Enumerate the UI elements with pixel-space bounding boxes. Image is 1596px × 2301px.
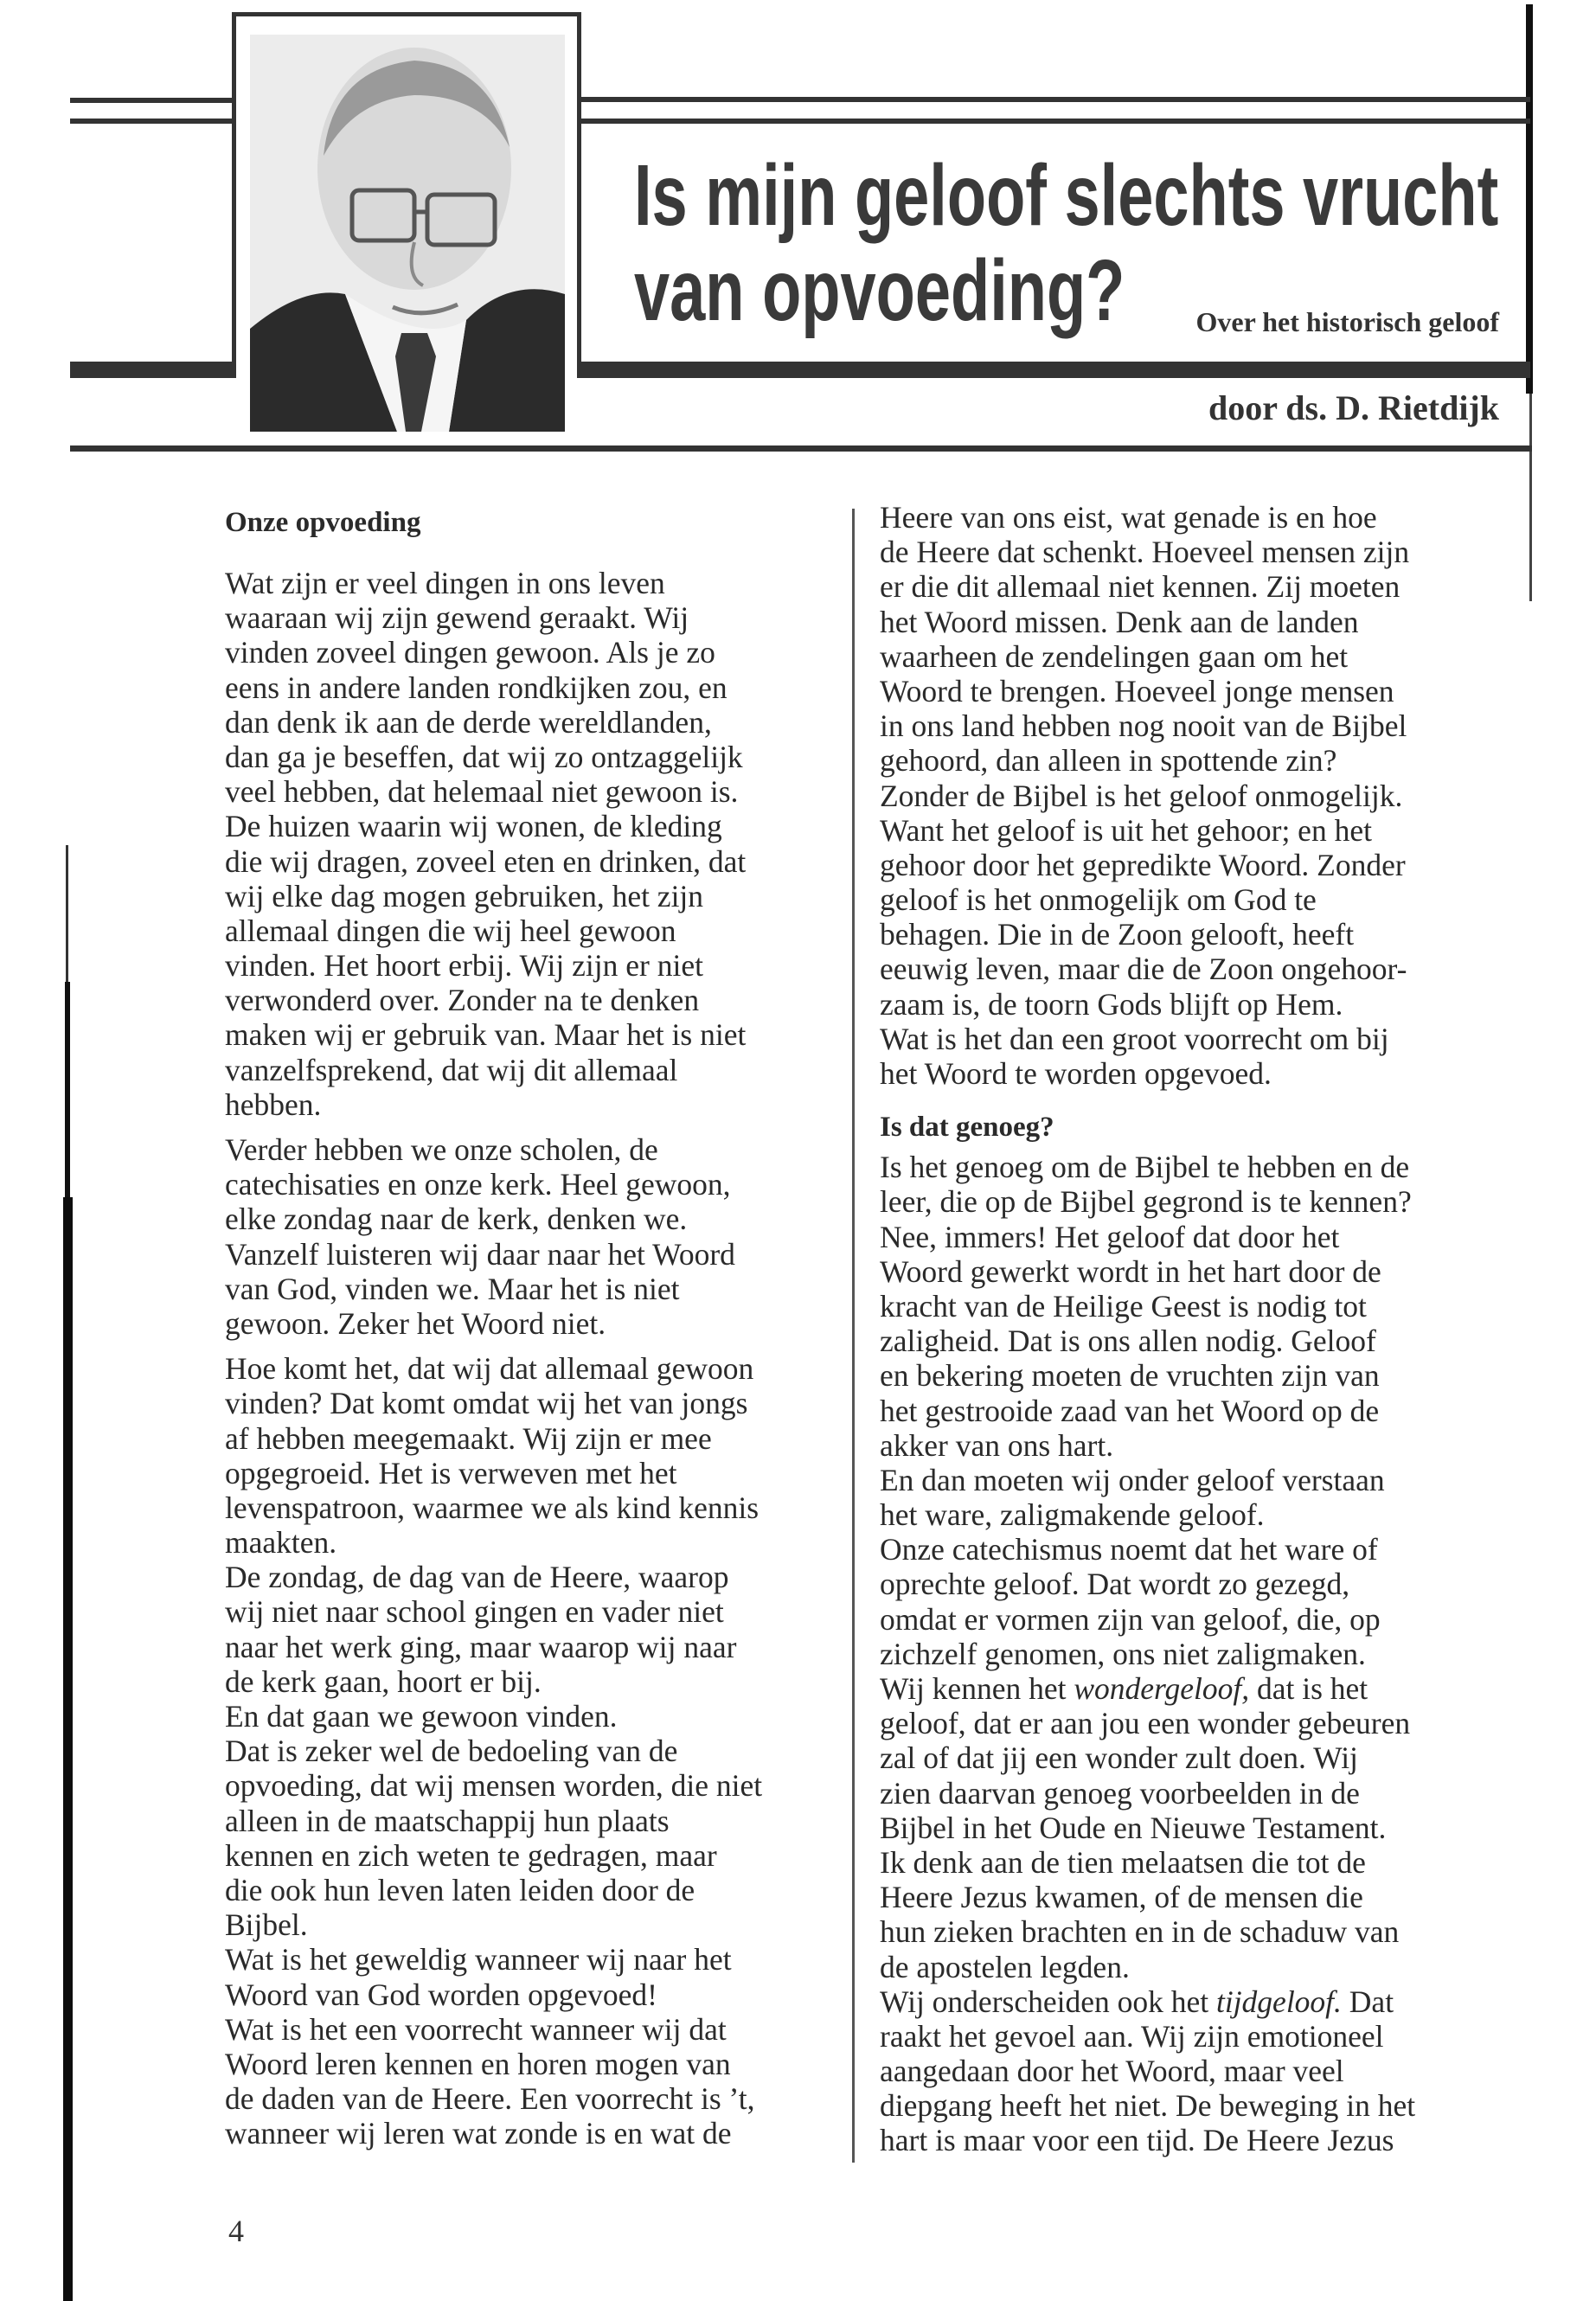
scan-edge-right — [1526, 4, 1533, 394]
text-line: Woord te brengen. Hoeveel jonge mensen — [880, 673, 1394, 708]
text-line: Verder hebben we onze scholen, de — [225, 1132, 658, 1167]
text-line: dan ga je beseffen, dat wij zo ontzaggelijk — [225, 739, 743, 774]
text-line: het gestrooide zaad van het Woord op de — [880, 1393, 1380, 1428]
text-line: zaligheid. Dat is ons allen nodig. Geloof — [880, 1324, 1376, 1359]
rule-top-right — [577, 97, 1530, 102]
text-line: veel hebben, dat helemaal niet gewoon is. — [225, 774, 739, 810]
text-line: waarheen de zendelingen gaan om het — [880, 638, 1349, 674]
text-line: maken wij er gebruik van. Maar het is niet — [225, 1017, 747, 1053]
text-line: opvoeding, dat wij mensen worden, die niet — [225, 1768, 763, 1804]
spacer — [225, 540, 830, 566]
text-line: en bekering moeten de vruchten zijn van — [880, 1358, 1380, 1394]
spacer — [880, 1091, 1520, 1110]
text-line: de kerk gaan, hoort er bij. — [225, 1663, 542, 1699]
text-line: het Woord missen. Denk aan de landen — [880, 604, 1359, 639]
text-line: wij niet naar school gingen en vader niet — [225, 1594, 724, 1630]
text-line: wanneer wij leren wat zonde is en wat de — [225, 2116, 732, 2151]
rule-second-right — [577, 119, 1530, 124]
article-title-line-1: Is mijn geloof slechts vrucht — [634, 147, 1499, 244]
text-line: Want het geloof is uit het gehoor; en het — [880, 812, 1372, 848]
rule-thick-left — [70, 362, 236, 378]
rule-bottom — [70, 445, 1532, 452]
text-line: De huizen waarin wij wonen, de kleding — [225, 809, 722, 844]
text-line: leer, die op de Bijbel gegrond is te kennen? — [880, 1184, 1412, 1220]
text-line: Wat is het dan een groot voorrecht om bij — [880, 1021, 1389, 1056]
text-line: akker van ons hart. — [880, 1427, 1114, 1463]
photo-frame-right — [577, 12, 581, 378]
text-line: omdat er vormen zijn van geloof, die, op — [880, 1601, 1381, 1637]
text-line: Woord van God worden opgevoed! — [225, 1977, 657, 2012]
text-line: Woord gewerkt wordt in het hart door de — [880, 1253, 1381, 1289]
section-heading-onze-opvoeding: Onze opvoeding — [225, 507, 421, 538]
author-portrait — [250, 35, 565, 432]
text-line: hart is maar voor een tijd. De Heere Jezus — [880, 2123, 1394, 2158]
page-number: 4 — [228, 2214, 244, 2248]
text-line: hun zieken brachten en in de schaduw van — [880, 1914, 1400, 1950]
text-line: zaam is, de toorn Gods blijft op Hem. — [880, 986, 1343, 1022]
text-line: Heere van ons eist, wat genade is en hoe — [880, 500, 1377, 535]
photo-frame-top — [232, 12, 581, 16]
text-line: er die dit allemaal niet kennen. Zij moeten — [880, 569, 1401, 605]
text-line: Dat is zeker wel de bedoeling van de — [225, 1734, 678, 1769]
text-line: vinden. Het hoort erbij. Wij zijn er niet — [225, 948, 703, 984]
text-line: maakten. — [225, 1525, 337, 1561]
text-line: gehoor door het gepredikte Woord. Zonder — [880, 847, 1406, 882]
text-line: waaraan wij zijn gewend geraakt. Wij — [225, 600, 689, 636]
text-line: Woord leren kennen en horen mogen van — [225, 2046, 731, 2081]
text-line: levenspatroon, waarmee we als kind kennis — [225, 1490, 760, 1525]
paragraph-genoeg — [880, 1150, 1520, 2157]
text-line: vinden? Dat komt omdat wij het van jongs — [225, 1386, 748, 1421]
text-line: raakt het gevoel aan. Wij zijn emotioneel — [880, 2018, 1384, 2054]
text-line: Onze catechismus noemt dat het ware of — [880, 1532, 1378, 1567]
text-line: het ware, zaligmakende geloof. — [880, 1497, 1265, 1533]
text-line: De zondag, de dag van de Heere, waarop — [225, 1560, 729, 1595]
rule-thick-right — [577, 362, 1530, 378]
text-run: Dat — [1341, 1984, 1394, 2019]
article-subtitle: Over het historisch geloof — [1195, 306, 1499, 337]
paragraph-1 — [225, 566, 830, 1122]
paragraph-3 — [225, 1351, 830, 2150]
text-line: de daden van de Heere. Een voorrecht is ’t, — [225, 2081, 755, 2117]
right-column — [880, 500, 1520, 2158]
spacer — [225, 1341, 830, 1351]
text-line-wondergeloof — [880, 1671, 1520, 1706]
left-column — [225, 505, 830, 2150]
text-line: hebben. — [225, 1086, 322, 1122]
text-line: verwonderd over. Zonder na te denken — [225, 983, 700, 1018]
emphasis-wondergeloof: wondergeloof, — [1074, 1671, 1250, 1706]
scan-edge-right-thin — [1529, 394, 1532, 601]
text-line: in ons land hebben nog nooit van de Bijbel — [880, 708, 1407, 744]
text-line: eeuwig leven, maar die de Zoon ongehoor- — [880, 952, 1407, 987]
text-line: Vanzelf luisteren wij daar naar het Woord — [225, 1236, 735, 1272]
text-run: Wij kennen het — [880, 1671, 1074, 1706]
text-line: diepgang heeft het niet. De beweging in het — [880, 2088, 1416, 2124]
spacer — [225, 1122, 830, 1132]
text-line: die ook hun leven laten leiden door de — [225, 1872, 695, 1907]
article-title-line-2: van opvoeding? — [634, 242, 1125, 339]
text-line: Nee, immers! Het geloof dat door het — [880, 1219, 1340, 1254]
text-line: opgegroeid. Het is verweven met het — [225, 1455, 677, 1490]
text-line: Wat is het geweldig wanneer wij naar het — [225, 1942, 732, 1977]
text-line: die wij dragen, zoveel eten en drinken, dat — [225, 843, 747, 879]
emphasis-tijdgeloof: tijdgeloof. — [1215, 1984, 1342, 2019]
text-line: zien daarvan genoeg voorbeelden in de — [880, 1775, 1360, 1811]
text-line: En dan moeten wij onder geloof verstaan — [880, 1462, 1385, 1497]
rule-second-left — [70, 119, 236, 124]
text-line: van God, vinden we. Maar het is niet — [225, 1271, 680, 1306]
text-line: geloof is het onmogelijk om God te — [880, 882, 1317, 918]
text-line: zichzelf genomen, ons niet zaligmaken. — [880, 1636, 1366, 1671]
text-line: Hoe komt het, dat wij dat allemaal gewoon — [225, 1351, 754, 1387]
text-line: het Woord te worden opgevoed. — [880, 1056, 1272, 1091]
text-line: gehoord, dan alleen in spottende zin? — [880, 743, 1337, 779]
paragraph-continued — [880, 500, 1520, 1091]
scan-edge-left — [63, 1197, 73, 2301]
text-line: kracht van de Heilige Geest is nodig tot — [880, 1288, 1367, 1324]
text-line: de apostelen legden. — [880, 1949, 1130, 1984]
text-line: Wat zijn er veel dingen in ons leven — [225, 566, 665, 600]
column-divider — [852, 509, 855, 2163]
text-line: af hebben meegemaakt. Wij zijn er mee — [225, 1420, 712, 1456]
paragraph-2 — [225, 1132, 830, 1341]
author-byline: door ds. D. Rietdijk — [1208, 388, 1499, 427]
text-line: Wat is het een voorrecht wanneer wij dat — [225, 2011, 727, 2047]
text-line: Ik denk aan de tien melaatsen die tot de — [880, 1844, 1366, 1880]
text-line: kennen en zich weten te gedragen, maar — [225, 1837, 717, 1873]
text-line: wij elke dag mogen gebruiken, het zijn — [225, 878, 704, 913]
text-line: Bijbel. — [225, 1907, 308, 1943]
text-line: de Heere dat schenkt. Hoeveel mensen zijn — [880, 535, 1410, 570]
rule-top-left — [70, 98, 236, 103]
text-line: elke zondag naar de kerk, denken we. — [225, 1202, 688, 1237]
portrait-illustration-icon — [250, 35, 565, 432]
text-line: zal of dat jij een wonder zult doen. Wij — [880, 1740, 1358, 1776]
photo-frame-left — [232, 12, 236, 378]
text-line: Heere Jezus kwamen, of de mensen die — [880, 1880, 1363, 1915]
text-line: En dat gaan we gewoon vinden. — [225, 1699, 618, 1734]
text-line: Zonder de Bijbel is het geloof onmogelijk. — [880, 778, 1403, 813]
text-line: behagen. Die in de Zoon gelooft, heeft — [880, 917, 1355, 952]
text-line: allemaal dingen die wij heel gewoon — [225, 913, 676, 948]
text-line: aangedaan door het Woord, maar veel — [880, 2054, 1344, 2089]
text-line: oprechte geloof. Dat wordt zo gezegd, — [880, 1567, 1350, 1602]
text-line: vinden zoveel dingen gewoon. Als je zo — [225, 635, 715, 670]
text-line: Bijbel in het Oude en Nieuwe Testament. — [880, 1810, 1387, 1845]
section-heading-is-dat-genoeg: Is dat genoeg? — [880, 1112, 1054, 1144]
scan-edge-left — [65, 982, 70, 1198]
text-line: Is het genoeg om de Bijbel te hebben en de — [880, 1150, 1410, 1185]
text-line-tijdgeloof — [880, 1984, 1520, 2019]
text-line: geloof, dat er aan jou een wonder gebeuren — [880, 1706, 1411, 1741]
text-line: vanzelfsprekend, dat wij dit allemaal — [225, 1052, 678, 1087]
text-line: alleen in de maatschappij hun plaats — [225, 1803, 670, 1838]
text-run: Wij onderscheiden ook het — [880, 1984, 1216, 2019]
text-line: catechisaties en onze kerk. Heel gewoon, — [225, 1167, 731, 1202]
text-run: dat is het — [1249, 1671, 1368, 1706]
scan-edge-left — [66, 845, 68, 984]
text-line: naar het werk ging, maar waarop wij naar — [225, 1629, 737, 1664]
text-line: eens in andere landen rondkijken zou, en — [225, 670, 727, 705]
text-line: dan denk ik aan de derde wereldlanden, — [225, 704, 712, 740]
text-line: gewoon. Zeker het Woord niet. — [225, 1305, 606, 1341]
